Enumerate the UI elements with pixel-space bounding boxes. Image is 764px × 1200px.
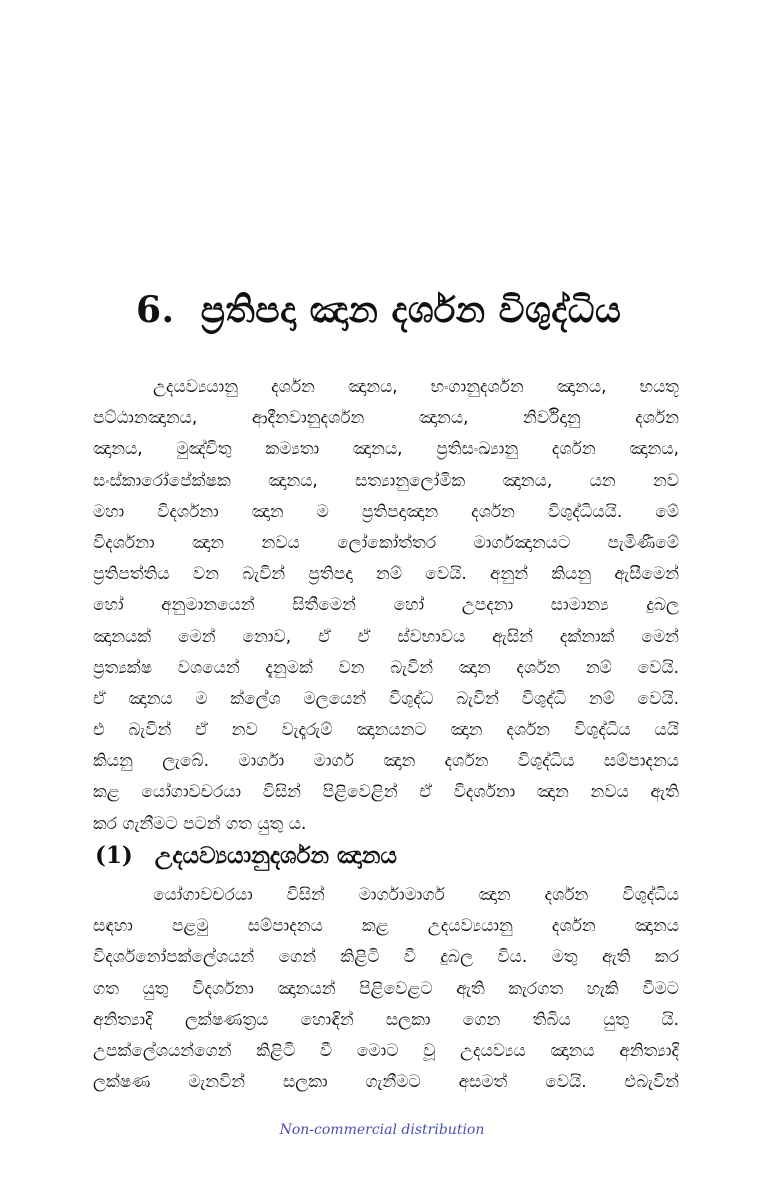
text-line: උපක්ලේශයන්ගෙන් කිළිටි වී මොට වූ උදයව්‍යය ඤානය අනිත්‍යාදි — [93, 1040, 679, 1061]
text-line: විදර්ශනා ඤාන නවය ලෝකෝත්තර මාර්ගඤානයට පැමිණීමේ — [93, 532, 679, 553]
text-line: යෝගාවචරයා විසින් මාර්ගාමාර්ග ඤාන දර්ශන විශුද්ධිය — [153, 885, 679, 905]
footer-watermark: Non-commercial distribution — [279, 1122, 485, 1138]
section-number: (1) — [95, 842, 133, 869]
text-line: ලක්ෂණ මැනවින් සලකා ගැනීමට අසමත් වෙයි. එබැවින් — [93, 1072, 679, 1093]
text-line: එ බැවින් ඒ නව වැදෑරුම් ඤානයනට ඤාන දර්ශන විශුද්ධිය යයි — [93, 720, 679, 741]
paragraph-section-1 — [93, 880, 679, 1098]
text-line: මහා විදර්ශනා ඤාන ම ප්‍රතිපදාඤාන දර්ශන විශුද්ධියයි. මේ — [93, 501, 679, 522]
text-line: කියනු ලැබේ. මාර්ගා මාර්ග ඤාන දර්ශන විශුද්ධිය සම්පාදනය — [93, 751, 679, 772]
text-line: අනිත්‍යාදි ලක්ෂණත්‍රය හොඳින් සලකා ගෙන තිබිය යුතු යි. — [93, 1009, 679, 1030]
text-line: හෝ අනුමානයෙන් සිතීමෙන් හෝ උපදනා සාමාන්‍ය දුබල — [93, 595, 679, 616]
text-line: කර ගැනීමට පටන් ගත යුතු ය. — [93, 813, 307, 834]
section-title-text: උදයව්‍යයානුදර්ශන ඤානය — [154, 843, 397, 869]
text-line: උදයව්‍යයානු දර්ශන ඤානය, භංගානුදර්ශන ඤානය, භයතූ — [153, 377, 679, 397]
section-heading — [95, 836, 397, 876]
text-line: පට්ඨානඤානය, ආදීනවානුදර්ශන ඤානය, නිර්විදානු දර්ශන — [93, 408, 679, 429]
text-line: ප්‍රත්‍යක්ෂ වශයෙන් දැනුමක් වන බැවින් ඤාන දර්ශන නම් වෙයි. — [93, 657, 679, 678]
text-line: ඤානයක් මෙන් නොව, ඒ ඒ ස්වභාවය ඇසින් දක්නාක් මෙන් — [93, 626, 679, 647]
text-line: ගත යුතු විදර්ශනා ඤානයන් පිළිවෙළට ඇති කැරගත හැකි වීමට — [93, 978, 679, 999]
chapter-title — [136, 282, 676, 339]
paragraph-intro — [93, 372, 679, 840]
text-line: සඳහා පළමු සම්පාදනය කළ උදයව්‍යයානු දර්ශන ඤානය — [93, 916, 679, 937]
text-line: ඒ ඤානය ම ක්ලේශ මලයෙන් විශුද්ධ බැවින් විශුද්ධි නම් වෙයි. — [93, 688, 679, 709]
text-line: ප්‍රතිපත්තිය වන බැවින් ප්‍රතිපදා නම් වෙයි. අනුන් කියනු ඇසීමෙන් — [93, 564, 679, 585]
text-line: සංස්කාරෝපේක්ෂක ඤානය, සත්‍යානුලෝමික ඤානය, යන නව — [93, 470, 679, 491]
chapter-title-text: ප්‍රතිපදා ඤාන දර්ශන විශුද්ධිය — [200, 290, 622, 331]
text-line: ඤානය, මුඤ්චිතු කම්‍යතා ඤානය, ප්‍රතිසංඛ්‍යානු දර්ශන ඤානය, — [93, 439, 679, 460]
text-line: කළ යෝගාවචරයා විසින් පිළිවෙළින් ඒ විදර්ශනා ඤාන නවය ඇති — [93, 782, 679, 803]
chapter-number: 6. — [136, 289, 175, 331]
text-line: විදර්ශනෝපක්ලේශයන් ගෙන් කිළිටි වී දුබල විය. මතු ඇති කර — [93, 947, 679, 968]
